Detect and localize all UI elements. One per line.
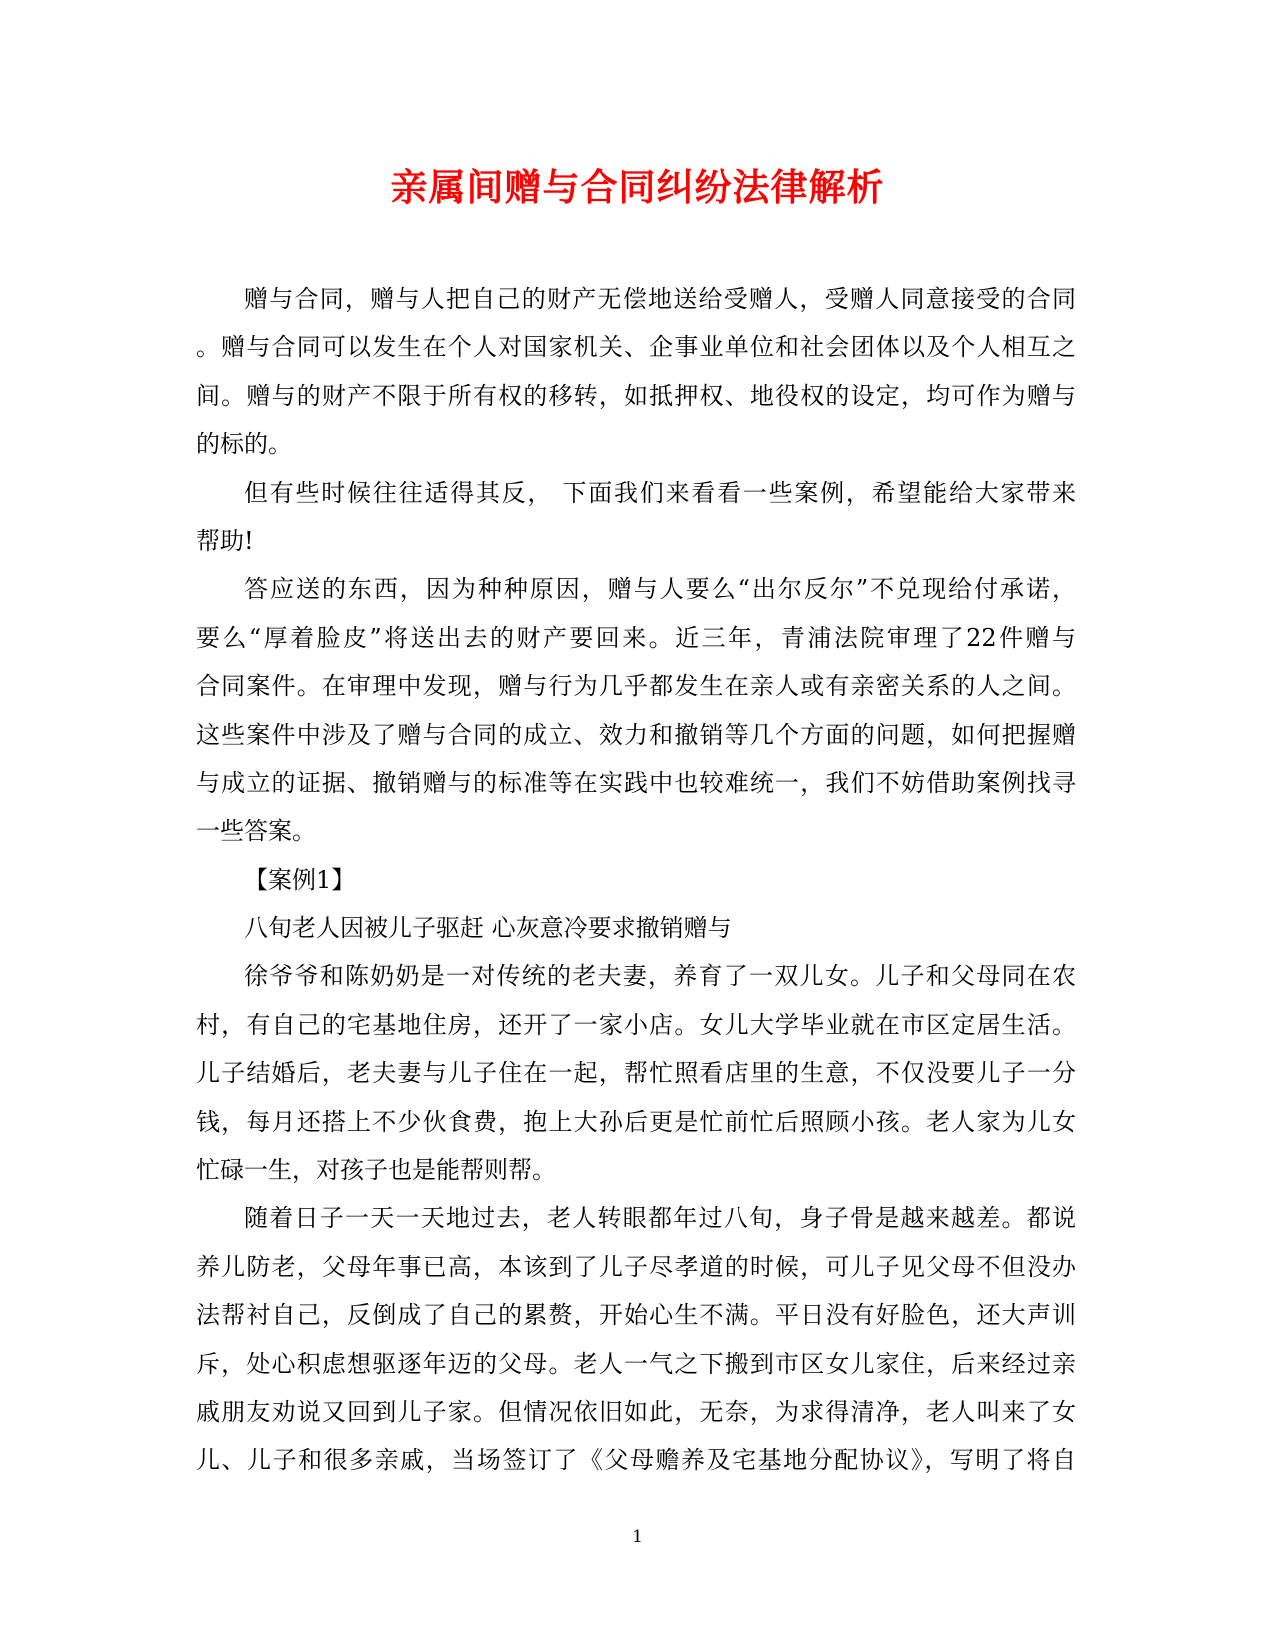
body-line: 赠与合同，赠与人把自己的财产无偿地送给受赠人，受赠人同意接受的合同 xyxy=(244,285,1076,313)
body-line: 八旬老人因被儿子驱赶 心灰意冷要求撤销赠与 xyxy=(244,914,732,943)
body-line: 戚朋友劝说又回到儿子家。但情况依旧如此，无奈，为求得清净，老人叫来了女 xyxy=(196,1397,1076,1426)
body-line: 与成立的证据、撤销赠与的标准等在实践中也较难统一，我们不妨借助案例找寻 xyxy=(196,768,1076,797)
page-number: 1 xyxy=(632,1527,643,1547)
body-line: 村，有自己的宅基地住房，还开了一家小店。女儿大学毕业就在市区定居生活。 xyxy=(196,1010,1076,1039)
body-line: 间。赠与的财产不限于所有权的移转，如抵押权、地役权的设定，均可作为赠与 xyxy=(196,381,1076,410)
body-line: 帮助! xyxy=(196,526,254,555)
body-line: 一些答案。 xyxy=(196,817,316,846)
body-line: 儿子结婚后，老夫妻与儿子住在一起，帮忙照看店里的生意，不仅没要儿子一分 xyxy=(196,1059,1076,1088)
document-title: 亲属间赠与合同纠纷法律解析 xyxy=(390,165,885,209)
body-line: 要么“厚着脸皮”将送出去的财产要回来。近三年，青浦法院审理了22件赠与 xyxy=(196,623,1076,652)
body-line: 答应送的东西，因为种种原因，赠与人要么“出尔反尔”不兑现给付承诺， xyxy=(244,575,1076,604)
body-line: 但有些时候往往适得其反， 下面我们来看看一些案例，希望能给大家带来 xyxy=(244,478,1076,507)
body-line: 徐爷爷和陈奶奶是一对传统的老夫妻，养育了一双儿女。儿子和父母同在农 xyxy=(244,962,1076,991)
body-line: 的标的。 xyxy=(196,430,292,459)
body-line: 随着日子一天一天地过去，老人转眼都年过八旬，身子骨是越来越差。都说 xyxy=(244,1204,1076,1233)
body-line: 忙碌一生，对孩子也是能帮则帮。 xyxy=(196,1156,556,1185)
body-line: 。赠与合同可以发生在个人对国家机关、企事业单位和社会团体以及个人相互之 xyxy=(196,333,1076,362)
body-line: 养儿防老，父母年事已高，本该到了儿子尽孝道的时候，可儿子见父母不但没办 xyxy=(196,1252,1076,1281)
body-line: 儿、儿子和很多亲戚，当场签订了《父母赡养及宅基地分配协议》，写明了将自 xyxy=(196,1446,1076,1475)
body-line: 斥，处心积虑想驱逐年迈的父母。老人一气之下搬到市区女儿家住，后来经过亲 xyxy=(196,1349,1076,1378)
body-line: 合同案件。在审理中发现，赠与行为几乎都发生在亲人或有亲密关系的人之间。 xyxy=(196,672,1076,701)
body-line: 法帮衬自己，反倒成了自己的累赘，开始心生不满。平日没有好脸色，还大声训 xyxy=(196,1301,1076,1330)
body-line: 钱，每月还搭上不少伙食费，抱上大孙后更是忙前忙后照顾小孩。老人家为儿女 xyxy=(196,1107,1076,1136)
body-line: 【案例1】 xyxy=(244,865,356,894)
document-body xyxy=(196,275,1076,1485)
body-line: 这些案件中涉及了赠与合同的成立、效力和撤销等几个方面的问题，如何把握赠 xyxy=(196,720,1076,749)
